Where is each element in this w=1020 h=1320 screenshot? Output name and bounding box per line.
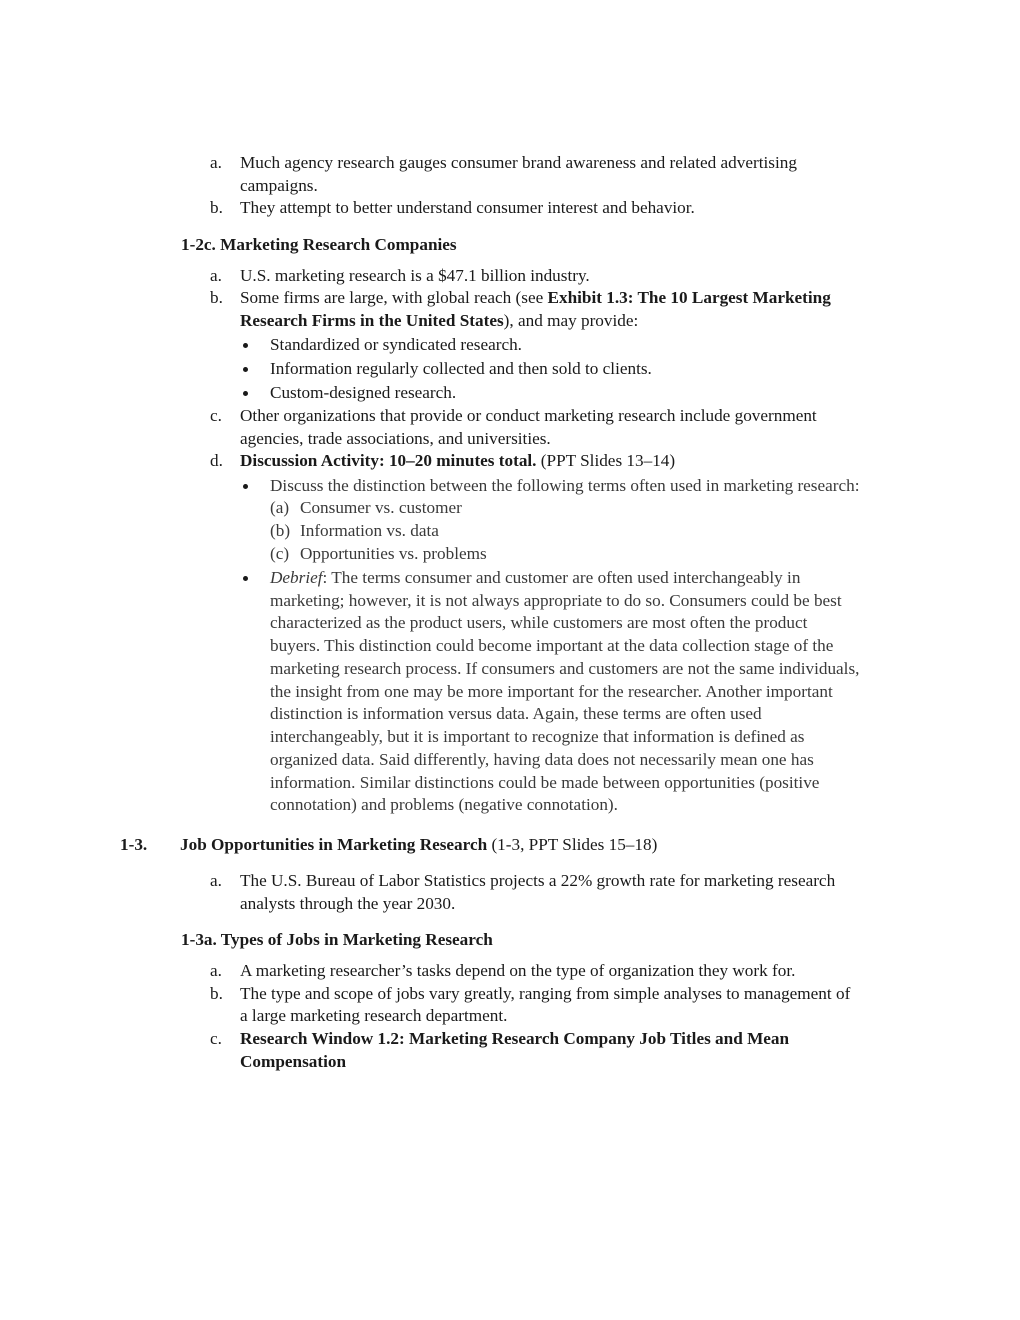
list-item-text: Research Window 1.2: Marketing Research Company Job Titles and Mean — [240, 1029, 790, 1048]
section-title-text: Job Opportunities in Marketing Research — [180, 835, 488, 854]
debrief-text: the insight from one may be more important for the researcher. Another important — [270, 682, 833, 701]
debrief-label: Debrief — [270, 568, 323, 587]
list-item-text — [240, 451, 675, 471]
term-text: Information vs. data — [300, 521, 439, 540]
list-item-text: agencies, trade associations, and universities. — [240, 429, 551, 448]
bullet-icon — [243, 391, 248, 396]
exhibit-reference: Research Firms in the United States — [240, 311, 504, 330]
list-marker: a. — [210, 266, 222, 285]
debrief-text: characterized as the product users, while customers are most often the product — [270, 613, 808, 632]
section-number: 1-3. — [120, 835, 148, 854]
bullet-icon — [243, 484, 248, 489]
list-item-text: The type and scope of jobs vary greatly, ranging from simple analyses to management of — [240, 984, 851, 1003]
debrief-text: information. Similar distinctions could be made between opportunities (positive — [270, 773, 820, 792]
list-item-text: Other organizations that provide or conduct marketing research include government — [240, 406, 817, 425]
debrief-text: interchangeably, but it is important to recognize that information is defined as — [270, 727, 805, 746]
list-item-text: They attempt to better understand consumer interest and behavior. — [240, 198, 695, 217]
list-item-text: analysts through the year 2030. — [240, 894, 456, 913]
bullet-text: Standardized or syndicated research. — [270, 335, 522, 354]
bullet-icon — [243, 576, 248, 581]
text-run: (1-3, PPT Slides 15–18) — [487, 835, 658, 854]
bullet-icon — [243, 343, 248, 348]
text-run: ), and may provide: — [503, 311, 639, 330]
debrief-text: buyers. This distinction could become important at the data collection stage of the — [270, 636, 834, 655]
text-run: Some firms are large, with global reach (see — [240, 288, 548, 307]
bullet-icon — [243, 367, 248, 372]
exhibit-reference: Exhibit 1.3: The 10 Largest Marketing — [547, 288, 831, 307]
term-text: Consumer vs. customer — [300, 498, 462, 517]
list-marker: a. — [210, 961, 222, 980]
debrief-text: marketing; however, it is not always appropriate to do so. Consumers could be best — [270, 591, 842, 610]
text-run: : The terms consumer and customer are often used interchangeably in — [322, 568, 801, 587]
term-marker: (a) — [270, 498, 290, 517]
list-item-text: campaigns. — [240, 176, 318, 195]
list-item-text: a large marketing research department. — [240, 1006, 508, 1025]
list-item-text: Much agency research gauges consumer brand awareness and related advertising — [240, 153, 797, 172]
debrief-text: organized data. Said differently, having data does not necessarily mean one has — [270, 750, 814, 769]
debrief-text: marketing research process. If consumers and customers are not the same individuals, — [270, 659, 860, 678]
section-title — [180, 835, 657, 855]
list-marker: a. — [210, 871, 222, 890]
section-heading: 1-3a. Types of Jobs in Marketing Research — [181, 930, 493, 949]
list-marker: b. — [210, 288, 223, 307]
bullet-text: Information regularly collected and then sold to clients. — [270, 359, 652, 378]
activity-title: Discussion Activity: 10–20 minutes total. — [240, 451, 537, 470]
list-marker: d. — [210, 451, 223, 470]
bullet-text: Custom-designed research. — [270, 383, 457, 402]
list-item-text: Compensation — [240, 1052, 347, 1071]
debrief-text: distinction is information versus data. Again, these terms are often used — [270, 704, 762, 723]
list-item-text: The U.S. Bureau of Labor Statistics projects a 22% growth rate for marketing research — [240, 871, 836, 890]
list-marker: b. — [210, 984, 223, 1003]
list-item-text — [240, 288, 831, 308]
list-marker: c. — [210, 406, 222, 425]
list-marker: a. — [210, 153, 222, 172]
list-item-text: A marketing researcher’s tasks depend on the type of organization they work for. — [240, 961, 796, 980]
term-text: Opportunities vs. problems — [300, 544, 487, 563]
section-heading: 1-2c. Marketing Research Companies — [181, 235, 457, 254]
list-item-text — [240, 311, 638, 331]
list-item-text: U.S. marketing research is a $47.1 billion industry. — [240, 266, 590, 285]
list-marker: c. — [210, 1029, 222, 1048]
term-marker: (c) — [270, 544, 290, 563]
term-marker: (b) — [270, 521, 291, 540]
bullet-text: Discuss the distinction between the following terms often used in marketing research: — [270, 476, 860, 495]
list-marker: b. — [210, 198, 223, 217]
debrief-text — [270, 568, 800, 588]
debrief-text: connotation) and problems (negative connotation). — [270, 795, 618, 814]
text-run: (PPT Slides 13–14) — [536, 451, 676, 470]
